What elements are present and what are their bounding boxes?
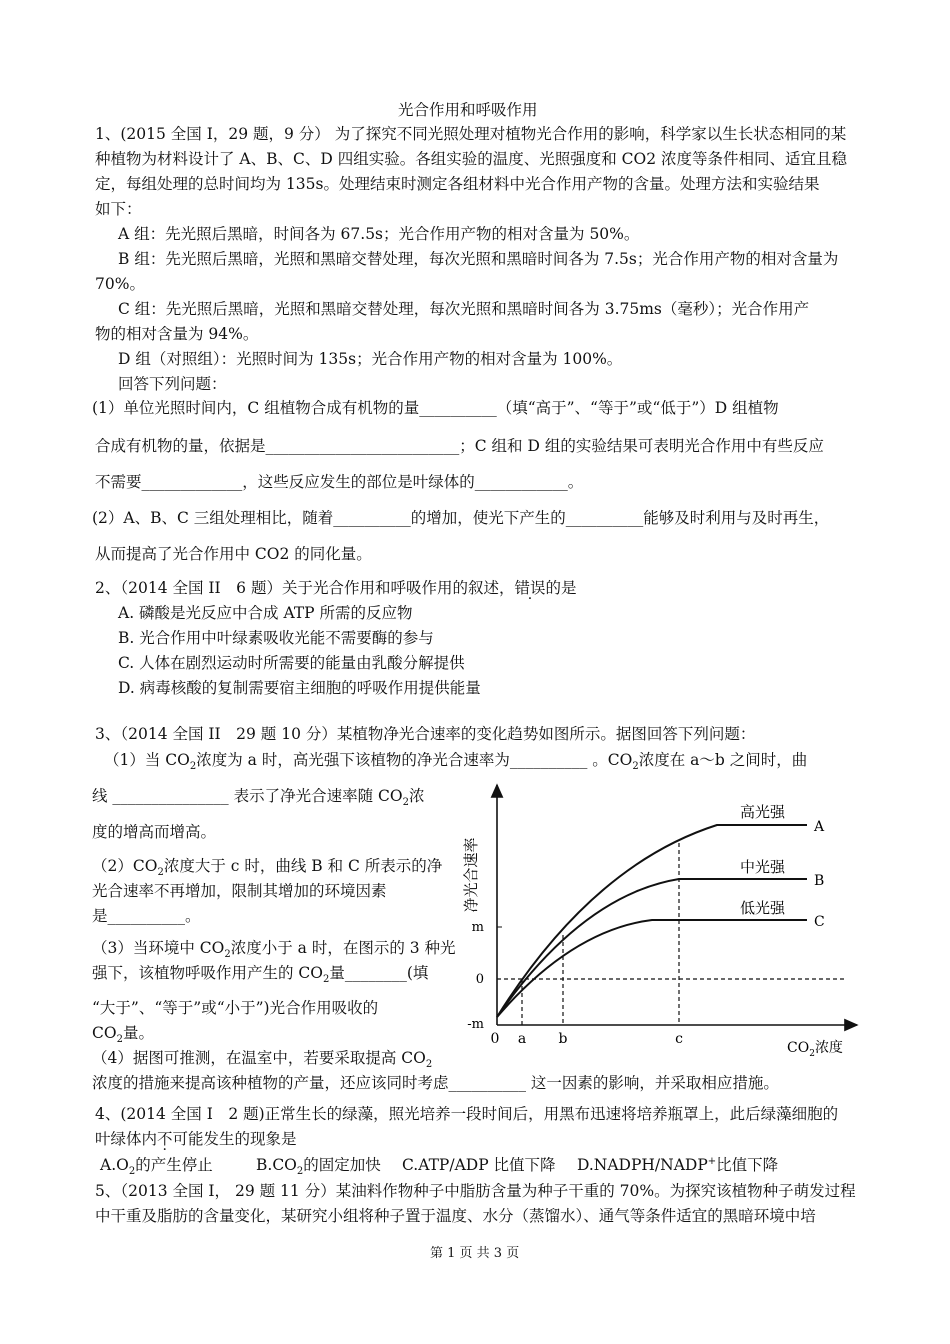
q3-part4: 浓度的措施来提高该种植物的产量，还应该同时考虑__________ 这一因素的影响，并采取相应措施。 [92, 1074, 779, 1092]
q1-group-c: 物的相对含量为 94%。 [95, 325, 259, 343]
q5-line: 中干重及脂肪的含量变化，某研究小组将种子置于温度、水分（蒸馏水）、通气等条件适宜的黑暗环境中培 [95, 1207, 816, 1225]
q1-group-b: B 组：先光照后黑暗，光照和黑暗交替处理，每次光照和黑暗时间各为 7.5s；光合作用产物的相对含量为 [118, 250, 839, 268]
curve-c [497, 920, 807, 1017]
q1-group-c: C 组：先光照后黑暗，光照和黑暗交替处理，每次光照和黑暗时间各为 3.75ms（毫秒）；光合作用产 [118, 300, 810, 318]
q1-group-d: D 组（对照组）：光照时间为 135s；光合作用产物的相对含量为 100%。 [118, 350, 623, 368]
svg-text:净光合速率: 净光合速率 [462, 837, 480, 913]
series-name-mid: 中光强 [740, 858, 786, 876]
q3-part3: “大于”、“等于”或“小于”)光合作用吸收的 [92, 999, 379, 1017]
q2-option-c: C. 人体在剧烈运动时所需要的能量由乳酸分解提供 [118, 654, 465, 672]
series-label-c: C [814, 914, 825, 930]
q1-group-b: 70%。 [95, 275, 145, 293]
q1-ask: 回答下列问题： [118, 375, 227, 393]
q2-option-d: D. 病毒核酸的复制需要宿主细胞的呼吸作用提供能量 [118, 679, 481, 697]
x-axis-label: $CO_2$浓度 [787, 1040, 843, 1059]
page-title: 光合作用和呼吸作用 [398, 101, 538, 119]
q4-option-a: $A.O_2$的产生停止 [100, 1156, 213, 1178]
y-tick-m: m [471, 920, 484, 935]
q4-header: 4、(2014 全国 I 2 题)正常生长的绿藻，照光培养一段时间后，用黑布迅速将培养瓶罩上，此后绿藻细胞的 [95, 1105, 839, 1123]
x-tick-0: 0 [490, 1031, 500, 1047]
q3-part3: $CO_2$量。 [92, 1024, 154, 1046]
q4-line: 叶绿体内不可能发生的现象是 [95, 1130, 297, 1148]
q1-group-a: A 组：先光照后黑暗，时间各为 67.5s；光合作用产物的相对含量为 50%。 [118, 225, 640, 243]
q4-option-d: D.NADPH/NADP+比值下降 [577, 1155, 779, 1174]
q1-line: 定，每组处理的总时间均为 135s。处理结束时测定各组材料中光合作用产物的含量。处理方法和实验结果 [95, 175, 820, 193]
series-label-b: B [814, 873, 825, 889]
q3-part2: 是__________。 [92, 907, 201, 925]
q1-header: 1、(2015 全国 I，29 题，9 分） 为了探究不同光照处理对植物光合作用的影响，科学家以生长状态相同的某 [95, 125, 847, 143]
q4-option-b: $B.CO_2$的固定加快 [256, 1156, 381, 1178]
q3-part4: （4）据图可推测，在温室中，若要采取提高 $CO_2$ [92, 1049, 433, 1071]
x-tick-c: c [675, 1031, 683, 1047]
q3-part2: $(2)CO_2$浓度大于 c 时，曲线 B 和 C 所表示的净 [92, 857, 443, 879]
q5-header: 5、（2013 全国 I， 29 题 11 分）某油料作物种子中脂肪含量为种子干重的 70%。为探究该植物种子萌发过程 [95, 1182, 856, 1200]
q4-option-c: C.ATP/ADP 比值下降 [402, 1156, 556, 1174]
q3-part1: 线 _______________ 表示了净光合速率随 $CO_2$浓 [92, 787, 425, 809]
q1-part1: 不需要_____________，这些反应发生的部位是叶绿体的____________。 [95, 473, 584, 491]
q1-part1: (1）单位光照时间内，C 组植物合成有机物的量__________（填“高于”、“等于”或“低于”）D 组植物 [92, 399, 779, 417]
series-name-high: 高光强 [740, 803, 786, 821]
series-name-low: 低光强 [740, 899, 786, 917]
x-tick-a: a [517, 1031, 527, 1047]
q1-part2: 从而提高了光合作用中 CO2 的同化量。 [95, 545, 372, 563]
q2-header: 2、（2014 全国 II 6 题）关于光合作用和呼吸作用的叙述，错误的是 [95, 579, 577, 597]
y-axis-label [462, 837, 480, 912]
page-footer: 第 1 页 共 3 页 [430, 1246, 520, 1261]
net-photosynthesis-chart [462, 775, 862, 1065]
q3-header: 3、（2014 全国 II 29 题 10 分）某植物净光合速率的变化趋势如图所示。据图回答下列问题： [95, 725, 756, 743]
q2-option-b: B. 光合作用中叶绿素吸收光能不需要酶的参与 [118, 629, 434, 647]
q1-line: 种植物为材料设计了 A、B、C、D 四组实验。各组实验的温度、光照强度和 CO2 浓度等条件相同、适宜且稳 [95, 150, 848, 168]
q2-option-a: A. 磷酸是光反应中合成 ATP 所需的反应物 [118, 604, 413, 622]
q1-line: 如下： [95, 200, 142, 218]
y-tick-0: 0 [475, 972, 484, 987]
q3-part3: 强下，该植物呼吸作用产生的 $CO_2$量________(填 [92, 964, 429, 986]
series-label-a: A [814, 819, 825, 835]
x-tick-b: b [558, 1031, 568, 1047]
q1-part1: 合成有机物的量，依据是_________________________；C 组和 D 组的实验结果可表明光合作用中有些反应 [95, 437, 824, 455]
y-tick-neg-m: -m [467, 1017, 484, 1032]
q3-part2: 光合速率不再增加，限制其增加的环境因素 [92, 882, 387, 900]
q3-part3: （3）当环境中 $CO_2$浓度小于 a 时，在图示的 3 种光 [92, 939, 456, 961]
q3-part1: 度的增高而增高。 [92, 823, 217, 841]
q1-part2: (2）A、B、C 三组处理相比，随着__________的增加，使光下产生的__________能够及时利用与及时再生， [92, 509, 830, 527]
q3-part1: （1）当 $CO_2$浓度为 a 时，高光强下该植物的净光合速率为__________ 。$CO_2$浓度在 a～b 之间时，曲 [104, 751, 808, 773]
